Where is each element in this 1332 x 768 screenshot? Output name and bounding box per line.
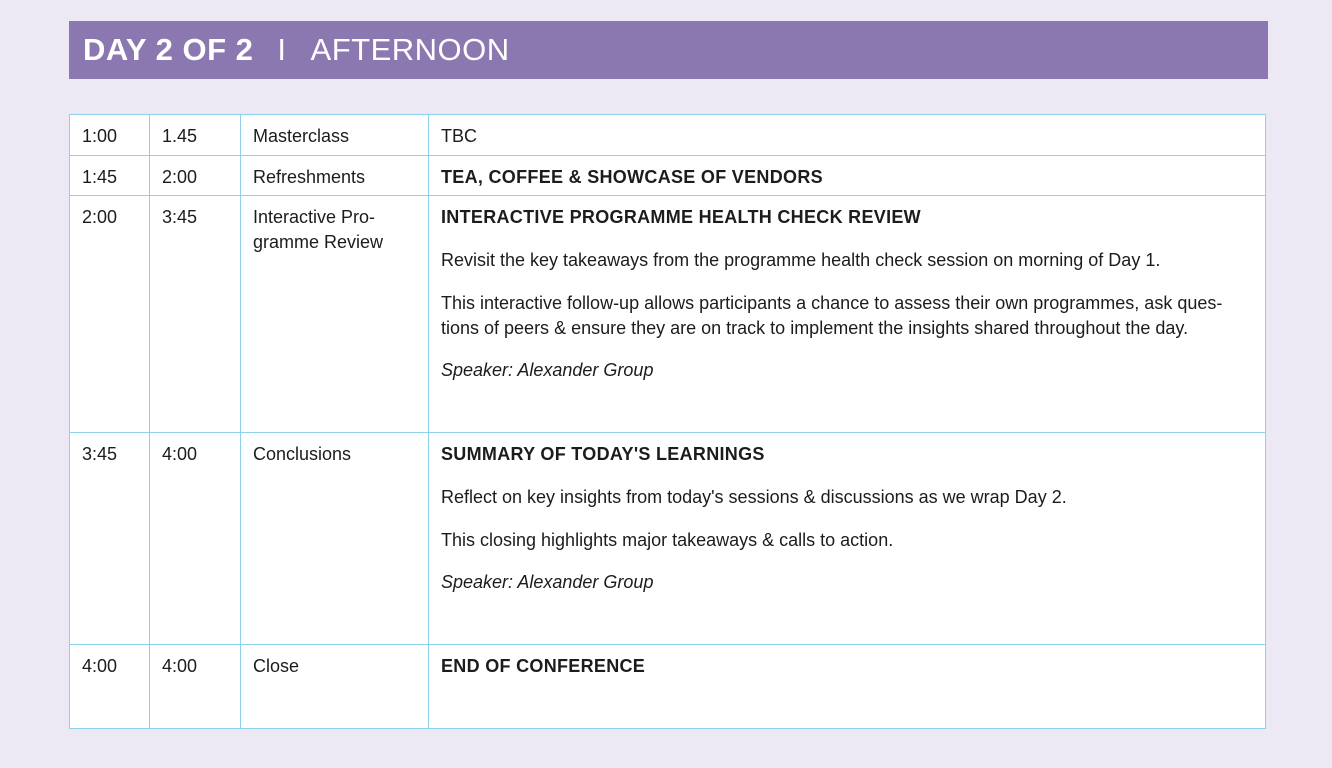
session-type: Masterclass bbox=[241, 115, 429, 156]
session-description bbox=[429, 156, 1266, 196]
session-description bbox=[429, 645, 1266, 729]
end-time: 2:00 bbox=[150, 156, 241, 196]
start-time: 2:00 bbox=[70, 196, 150, 433]
period-label: AFTERNOON bbox=[310, 32, 510, 67]
session-paragraph: This interactive follow-up allows participants a chance to assess their own programmes, ask ques-tions of peers & ensure they are on track to implement the insights shared throughout the day. bbox=[441, 293, 1223, 338]
session-type: Interactive Pro-gramme Review bbox=[241, 196, 429, 433]
start-time: 1:45 bbox=[70, 156, 150, 196]
session-description bbox=[429, 115, 1266, 156]
session-paragraph: Reflect on key insights from today's sessions & discussions as we wrap Day 2. bbox=[441, 487, 1067, 507]
start-time: 4:00 bbox=[70, 645, 150, 729]
session-type: Conclusions bbox=[241, 433, 429, 645]
session-title: TBC bbox=[441, 126, 477, 146]
day-header-banner bbox=[69, 21, 1268, 79]
end-time: 4:00 bbox=[150, 645, 241, 729]
session-type: Close bbox=[241, 645, 429, 729]
end-time: 4:00 bbox=[150, 433, 241, 645]
session-paragraph: Revisit the key takeaways from the programme health check session on morning of Day 1. bbox=[441, 250, 1161, 270]
session-title: INTERACTIVE PROGRAMME HEALTH CHECK REVIEW bbox=[441, 207, 921, 227]
agenda-table bbox=[69, 114, 1266, 729]
session-paragraph: This closing highlights major takeaways & calls to action. bbox=[441, 530, 894, 550]
table-row bbox=[70, 156, 1266, 196]
session-title: TEA, COFFEE & SHOWCASE OF VENDORS bbox=[441, 167, 823, 187]
session-type: Refreshments bbox=[241, 156, 429, 196]
session-speaker: Speaker: Alexander Group bbox=[441, 572, 654, 592]
end-time: 3:45 bbox=[150, 196, 241, 433]
session-description bbox=[429, 196, 1266, 433]
header-separator: I bbox=[277, 32, 287, 67]
session-title: SUMMARY OF TODAY'S LEARNINGS bbox=[441, 444, 765, 464]
start-time: 1:00 bbox=[70, 115, 150, 156]
table-row bbox=[70, 433, 1266, 645]
table-row bbox=[70, 115, 1266, 156]
session-speaker: Speaker: Alexander Group bbox=[441, 360, 654, 380]
end-time: 1.45 bbox=[150, 115, 241, 156]
session-description bbox=[429, 433, 1266, 645]
day-label: DAY 2 OF 2 bbox=[83, 32, 254, 67]
start-time: 3:45 bbox=[70, 433, 150, 645]
session-title: END OF CONFERENCE bbox=[441, 656, 646, 676]
table-row bbox=[70, 645, 1266, 729]
table-row bbox=[70, 196, 1266, 433]
